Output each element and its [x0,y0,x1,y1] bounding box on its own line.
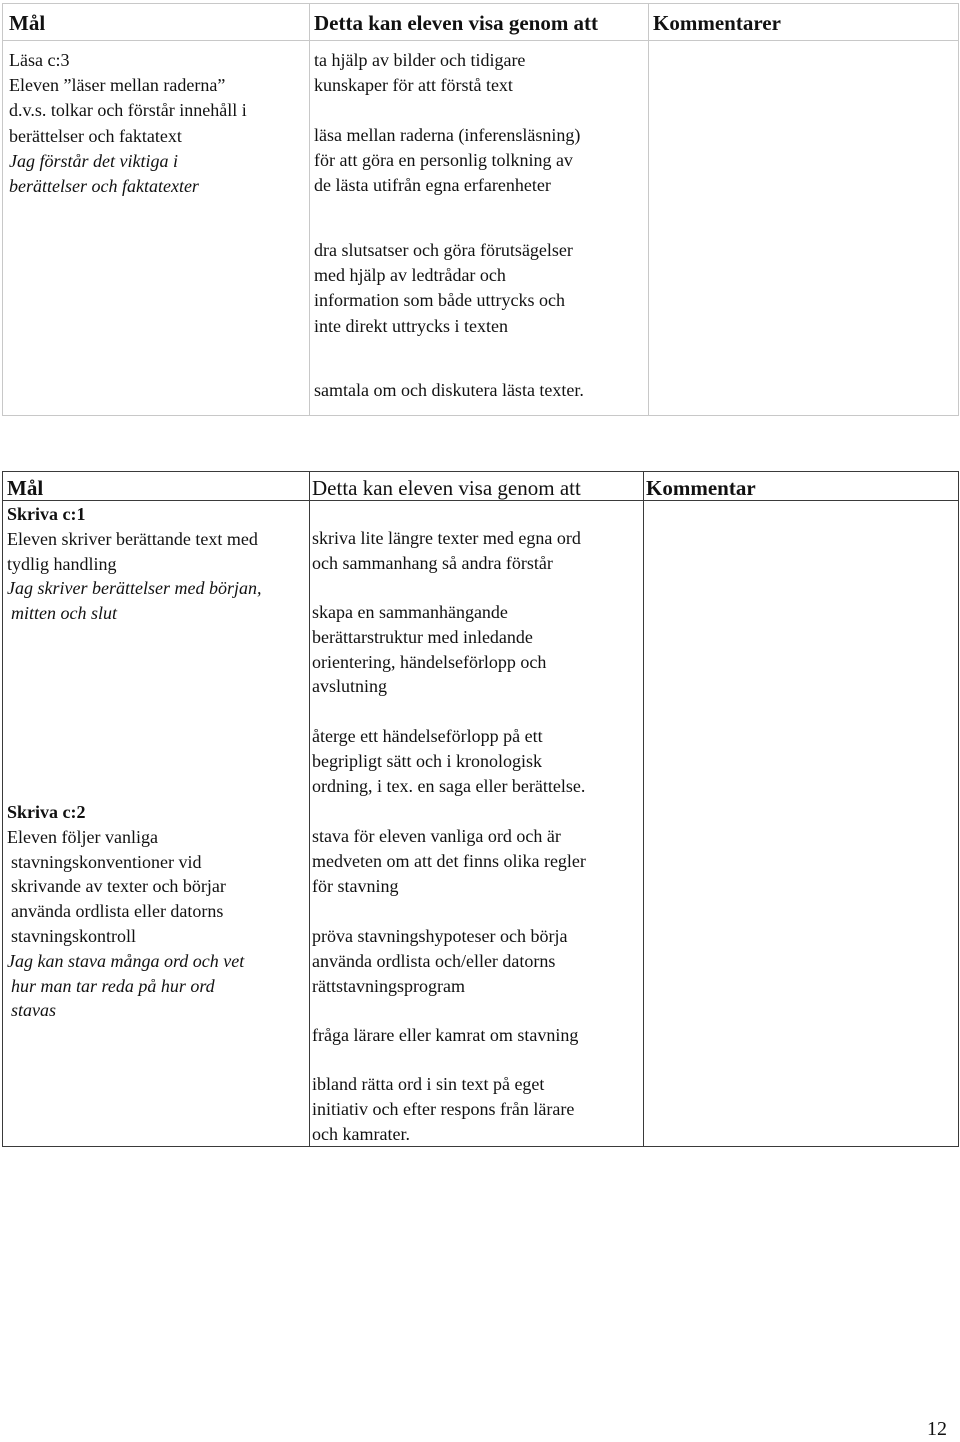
goal-student-statement: Jag kan stava många ord och vet [7,950,245,971]
evidence-line: samtala om och diskutera lästa texter. [314,380,584,400]
evidence-item [312,1072,644,1146]
evidence-line: använda ordlista och/eller datorns [312,950,556,971]
evidence-item [314,238,646,339]
comments-header: Kommentarer [653,11,781,35]
goal-title: Skriva c:2 [7,802,86,822]
goal-text-line: Eleven skriver berättande text med [7,528,258,549]
evidence-line: fråga lärare eller kamrat om stavning [312,1025,579,1045]
evidence-line: information som både uttrycks och [314,290,565,311]
goal-title: Skriva c:1 [7,504,86,524]
goal-header: Mål [9,11,46,35]
evidence-line: skriva lite längre texter med egna ord [312,528,581,548]
evidence-line: för att göra en personlig tolkning av [314,150,573,171]
goal-text-line: använda ordlista eller datorns [11,901,224,922]
evidence-header: Detta kan eleven visa genom att [314,11,599,35]
goal-student-statement: Jag skriver berättelser med början, [7,578,262,599]
evidence-line: för stavning [312,875,399,896]
goal-student-statement: hur man tar reda på hur ord [11,975,215,996]
evidence-line: medveten om att det finns olika regler [312,850,586,871]
evidence-line: berättarstruktur med inledande [312,626,533,647]
evidence-item [314,378,646,403]
evidence-line: och sammanhang så andra förstår [312,552,553,573]
column-divider [309,472,310,1146]
goal-text-line: stavningskonventioner vid [11,851,202,872]
evidence-item [312,824,644,898]
goal-text-line: skrivande av texter och börjar [11,876,226,897]
evidence-line: skapa en sammanhängande [312,602,508,622]
goal-text-line: d.v.s. tolkar och förstår innehåll i [9,100,247,121]
goal-text-line: tydlig handling [7,553,117,574]
page-number: 12 [927,1418,947,1440]
evidence-header: Detta kan eleven visa genom att [312,476,581,500]
goal-text-line: stavningskontroll [11,925,136,946]
evidence-line: begripligt sätt och i kronologisk [312,750,542,771]
comments-header: Kommentar [646,476,756,500]
evidence-item [312,526,644,576]
evidence-item [312,924,644,998]
goal-cell [9,48,305,199]
evidence-line: dra slutsatser och göra förutsägelser [314,240,573,260]
evidence-item [312,600,644,699]
evidence-item [314,123,646,199]
evidence-line: med hjälp av ledtrådar och [314,265,506,286]
evidence-line: ibland rätta ord i sin text på eget [312,1074,545,1094]
goal-text-line: Eleven följer vanliga [7,826,158,847]
header-divider [3,40,958,41]
goal-text-line: Eleven ”läser mellan raderna” [9,75,226,96]
goal-student-statement: Jag förstår det viktiga i [9,150,178,171]
evidence-line: stava för eleven vanliga ord och är [312,826,561,846]
comments-column [648,4,958,415]
evidence-line: läsa mellan raderna (inferensläsning) [314,125,581,145]
goal-student-statement: berättelser och faktatexter [9,176,199,197]
goal-header: Mål [7,476,44,500]
header-divider [3,500,958,501]
evidence-line: orientering, händelseförlopp och [312,651,547,672]
evidence-line: återge ett händelseförlopp på ett [312,726,543,746]
evidence-line: rättstavningsprogram [312,975,465,996]
evidence-line: de lästa utifrån egna erfarenheter [314,175,551,196]
evidence-line: avslutning [312,676,387,697]
goal-title: Läsa c:3 [9,50,70,70]
goal-text-line: berättelser och faktatext [9,125,182,146]
evidence-line: kunskaper för att förstå text [314,75,513,96]
evidence-line: pröva stavningshypoteser och börja [312,926,568,946]
evidence-line: initiativ och efter respons från lärare [312,1098,575,1119]
evidence-line: ta hjälp av bilder och tidigare [314,50,526,70]
goal-cell-c1 [7,502,309,626]
reading-goal-table [2,3,959,416]
writing-goal-table [2,471,959,1147]
evidence-line: inte direkt uttrycks i texten [314,315,508,336]
evidence-line: och kamrater. [312,1123,410,1144]
goal-student-statement: stavas [11,1000,56,1021]
evidence-line: ordning, i tex. en saga eller berättelse. [312,775,586,796]
evidence-item [312,724,644,798]
evidence-item [312,1023,644,1048]
evidence-item [314,48,646,98]
goal-cell-c2 [7,800,307,1023]
goal-student-statement: mitten och slut [11,603,117,624]
